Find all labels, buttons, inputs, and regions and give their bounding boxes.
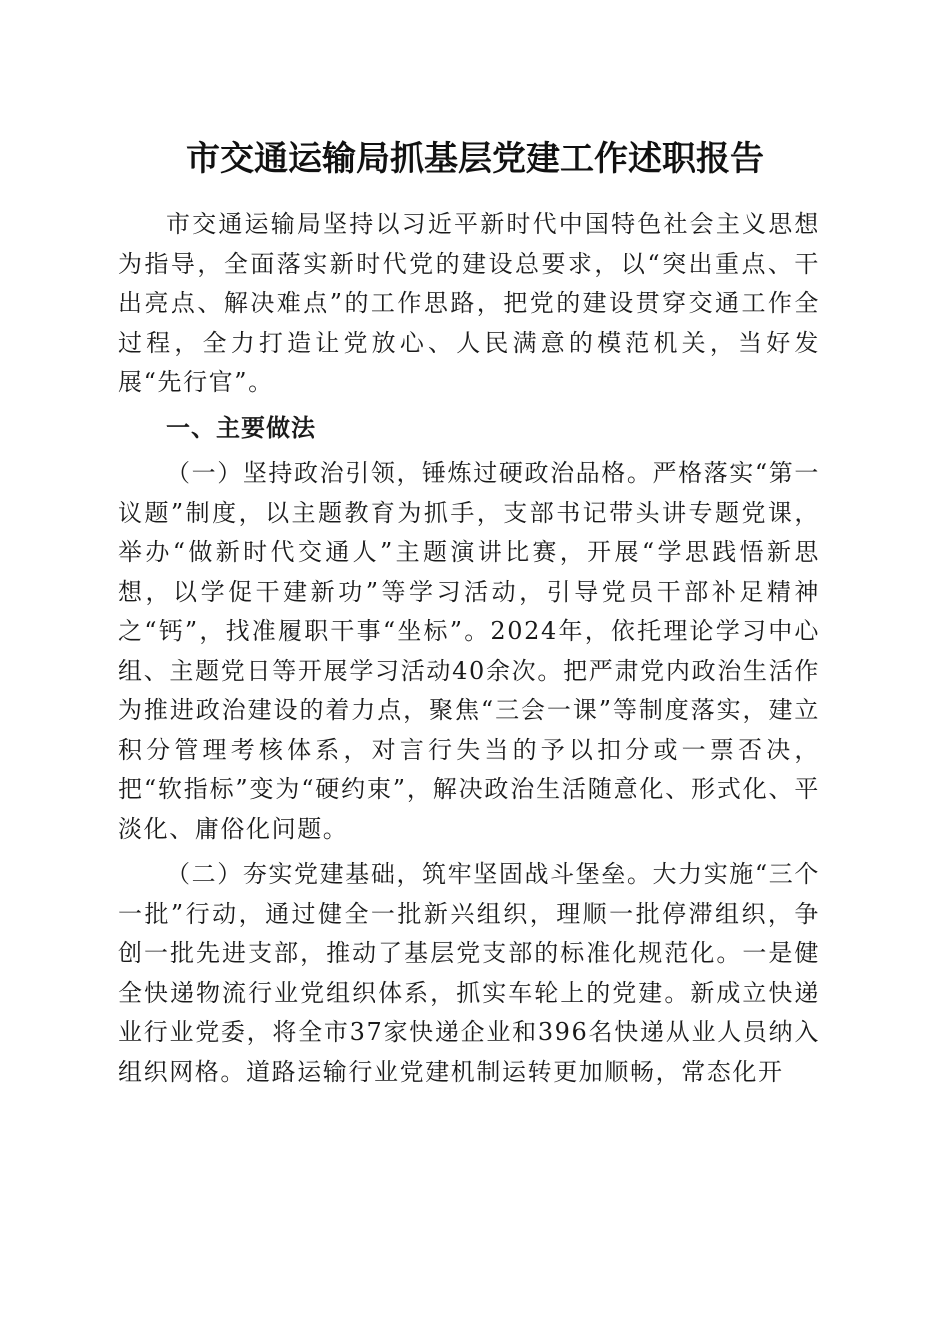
document-body — [118, 205, 820, 1092]
document-title: 市交通运输局抓基层党建工作述职报告 — [186, 139, 764, 179]
section-heading: 一、主要做法 — [166, 413, 316, 442]
paragraph-party-foundation: （二）夯实党建基础，筑牢坚固战斗堡垒。大力实施“三个一批”行动，通过健全一批新兴组织，理顺一批停滞组织，争创一批先进支部，推动了基层党支部的标准化规范化。一是健全快递物流行业党组织体系，抓实车轮上的党建。新成立快递业行业党委，将全市37家快递企业和396名快递从业人员纳入组织网格。道路运输行业党建机制运转更加顺畅，常态化开 — [118, 860, 820, 1086]
paragraph-political-leadership: （一）坚持政治引领，锤炼过硬政治品格。严格落实“第一议题”制度，以主题教育为抓手，支部书记带头讲专题党课，举办“做新时代交通人”主题演讲比赛，开展“学思践悟新思想，以学促干建新功”等学习活动，引导党员干部补足精神之“钙”，找准履职干事“坐标”。2024年，依托理论学习中心组、主题党日等开展学习活动40余次。把严肃党内政治生活作为推进政治建设的着力点，聚焦“三会一课”等制度落实，建立积分管理考核体系，对言行失当的予以扣分或一票否决，把“软指标”变为“硬约束”，解决政治生活随意化、形式化、平淡化、庸俗化问题。 — [118, 459, 820, 843]
intro-paragraph: 市交通运输局坚持以习近平新时代中国特色社会主义思想为指导，全面落实新时代党的建设总要求，以“突出重点、干出亮点、解决难点”的工作思路，把党的建设贯穿交通工作全过程，全力打造让党放心、人民满意的模范机关，当好发展“先行官”。 — [118, 210, 820, 396]
